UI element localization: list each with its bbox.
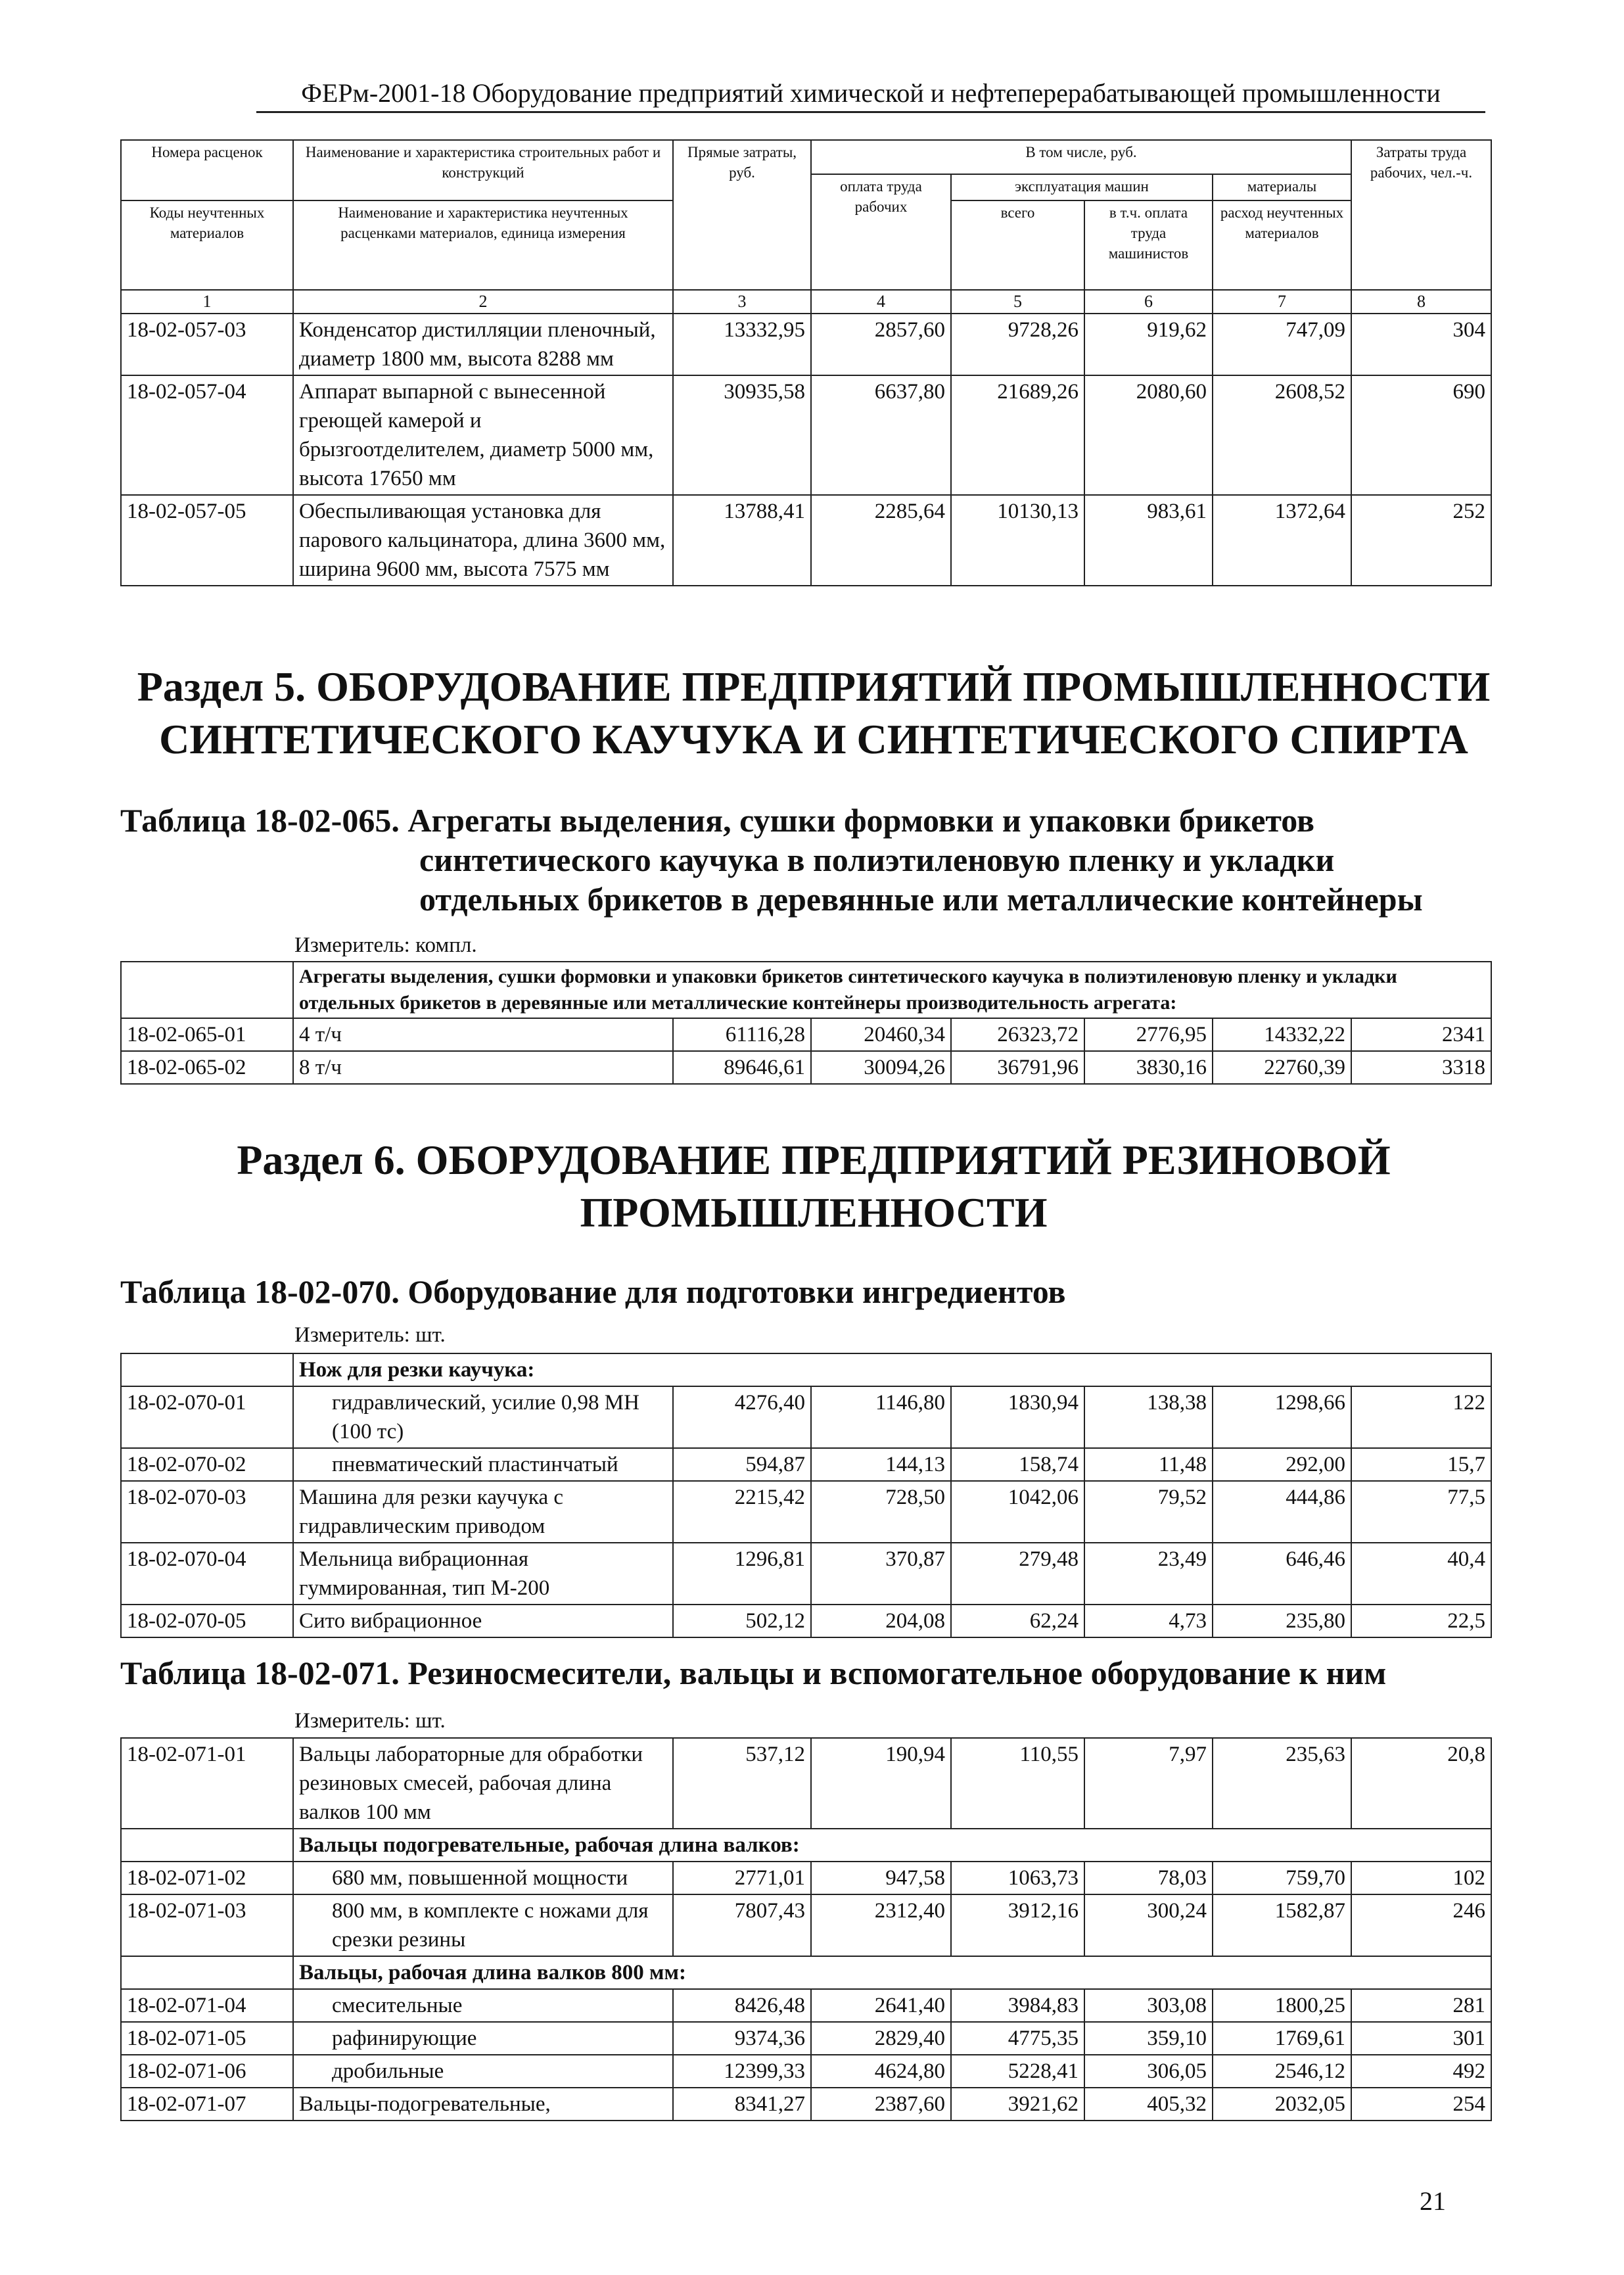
direct-cost: 2215,42 <box>673 1481 811 1543</box>
column-number: 7 <box>1213 290 1351 314</box>
direct-cost: 12399,33 <box>673 2055 811 2088</box>
section-5-title: Раздел 5. ОБОРУДОВАНИЕ ПРЕДПРИЯТИЙ ПРОМЫШЛЕННОСТИ СИНТЕТИЧЕСКОГО КАУЧУКА И СИНТЕТИЧЕСКОГО СПИРТА <box>137 663 1491 762</box>
labor-hours: 77,5 <box>1351 1481 1491 1543</box>
machines-total: 10130,13 <box>951 495 1084 586</box>
labor-pay: 30094,26 <box>811 1051 951 1084</box>
materials-cost: 1298,66 <box>1213 1386 1351 1448</box>
rate-code: 18-02-071-07 <box>121 2088 293 2121</box>
rates-table-071 <box>120 1737 1492 2121</box>
rate-name: Вальцы лабораторные для обработки резиновых смесей, рабочая длина валков 100 мм <box>293 1738 673 1829</box>
group-heading: Вальцы подогревательные, рабочая длина валков: <box>293 1829 1491 1862</box>
rate-name: смесительные <box>293 1989 673 2022</box>
direct-cost: 537,12 <box>673 1738 811 1829</box>
machines-total: 1830,94 <box>951 1386 1084 1448</box>
machinist-pay: 23,49 <box>1084 1543 1213 1605</box>
table-row <box>121 1738 1491 1829</box>
col-rate-number-header: Номера расценок <box>121 140 293 200</box>
rate-name: 4 т/ч <box>293 1018 673 1051</box>
machinist-pay: 303,08 <box>1084 1989 1213 2022</box>
machines-total: 158,74 <box>951 1448 1084 1481</box>
section-6-title <box>120 1134 1507 1239</box>
rate-name: Мельница вибрационная гуммированная, тип М-200 <box>293 1543 673 1605</box>
machines-total: 110,55 <box>951 1738 1084 1829</box>
machines-total: 1042,06 <box>951 1481 1084 1543</box>
materials-cost: 1372,64 <box>1213 495 1351 586</box>
direct-cost: 30935,58 <box>673 375 811 495</box>
col-machinist-pay-header: в т.ч. оплата труда машинистов <box>1084 200 1213 290</box>
materials-cost: 444,86 <box>1213 1481 1351 1543</box>
machinist-pay: 7,97 <box>1084 1738 1213 1829</box>
labor-pay: 20460,34 <box>811 1018 951 1051</box>
direct-cost: 4276,40 <box>673 1386 811 1448</box>
machines-total: 3984,83 <box>951 1989 1084 2022</box>
table-row <box>121 1481 1491 1543</box>
labor-pay: 947,58 <box>811 1862 951 1894</box>
rates-table-057 <box>120 139 1492 586</box>
materials-cost: 1800,25 <box>1213 1989 1351 2022</box>
labor-hours: 690 <box>1351 375 1491 495</box>
group-heading: Агрегаты выделения, сушки формовки и упаковки брикетов синтетического каучука в полиэтиленовую пленку и укладки отдельных брикетов в деревянные или металлические контейнеры производительность агрегата: <box>293 962 1491 1018</box>
machines-total: 9728,26 <box>951 314 1084 375</box>
rate-name: Вальцы-подогревательные, <box>293 2088 673 2121</box>
group-row <box>121 1829 1491 1862</box>
column-number: 1 <box>121 290 293 314</box>
machinist-pay: 4,73 <box>1084 1605 1213 1637</box>
labor-hours: 102 <box>1351 1862 1491 1894</box>
group-heading: Нож для резки каучука: <box>293 1353 1491 1386</box>
labor-pay: 144,13 <box>811 1448 951 1481</box>
direct-cost: 2771,01 <box>673 1862 811 1894</box>
group-row <box>121 962 1491 1018</box>
col-material-names-header: Наименование и характеристика неучтенных расценками материалов, единица измерения <box>293 200 673 290</box>
rate-code: 18-02-070-04 <box>121 1543 293 1605</box>
rate-name: Машина для резки каучука с гидравлическим приводом <box>293 1481 673 1543</box>
column-number-row <box>121 290 1491 314</box>
group-heading: Вальцы, рабочая длина валков 800 мм: <box>293 1956 1491 1989</box>
machines-total: 3921,62 <box>951 2088 1084 2121</box>
direct-cost: 61116,28 <box>673 1018 811 1051</box>
materials-cost: 22760,39 <box>1213 1051 1351 1084</box>
materials-cost: 292,00 <box>1213 1448 1351 1481</box>
rate-code: 18-02-070-01 <box>121 1386 293 1448</box>
materials-cost: 646,46 <box>1213 1543 1351 1605</box>
machinist-pay: 359,10 <box>1084 2022 1213 2055</box>
col-name-header: Наименование и характеристика строительных работ и конструкций <box>293 140 673 200</box>
group-row <box>121 1353 1491 1386</box>
machines-total: 36791,96 <box>951 1051 1084 1084</box>
rate-name: Конденсатор дистилляции пленочный, диаметр 1800 мм, высота 8288 мм <box>293 314 673 375</box>
machinist-pay: 919,62 <box>1084 314 1213 375</box>
measure-unit: Измеритель: шт. <box>294 1323 446 1347</box>
column-number: 3 <box>673 290 811 314</box>
rate-code: 18-02-057-03 <box>121 314 293 375</box>
column-number: 6 <box>1084 290 1213 314</box>
machinist-pay: 405,32 <box>1084 2088 1213 2121</box>
rate-name: пневматический пластинчатый <box>293 1448 673 1481</box>
machines-total: 279,48 <box>951 1543 1084 1605</box>
labor-pay: 2312,40 <box>811 1894 951 1956</box>
labor-pay: 728,50 <box>811 1481 951 1543</box>
table-row <box>121 1543 1491 1605</box>
machinist-pay: 3830,16 <box>1084 1051 1213 1084</box>
machinist-pay: 983,61 <box>1084 495 1213 586</box>
column-number: 2 <box>293 290 673 314</box>
header-row-1 <box>121 140 1491 174</box>
measure-unit: Измеритель: компл. <box>294 933 477 957</box>
table-row <box>121 495 1491 586</box>
labor-hours: 122 <box>1351 1386 1491 1448</box>
rate-code: 18-02-070-05 <box>121 1605 293 1637</box>
col-materials-header: материалы <box>1213 174 1351 200</box>
labor-hours: 40,4 <box>1351 1543 1491 1605</box>
rate-name: 800 мм, в комплекте с ножами для срезки резины <box>293 1894 673 1956</box>
rate-code: 18-02-065-01 <box>121 1018 293 1051</box>
direct-cost: 7807,43 <box>673 1894 811 1956</box>
page-header: ФЕРм-2001-18 Оборудование предприятий химической и нефтеперерабатывающей промышленности <box>256 78 1485 113</box>
labor-pay: 190,94 <box>811 1738 951 1829</box>
col-direct-costs-header: Прямые затраты, руб. <box>673 140 811 290</box>
materials-cost: 747,09 <box>1213 314 1351 375</box>
table-row <box>121 1605 1491 1637</box>
table-title-line: отдельных брикетов в деревянные или металлические контейнеры <box>419 881 1423 918</box>
materials-cost: 2032,05 <box>1213 2088 1351 2121</box>
table-065-title <box>120 801 1520 919</box>
table-row <box>121 375 1491 495</box>
table-row <box>121 1862 1491 1894</box>
rate-code: 18-02-065-02 <box>121 1051 293 1084</box>
rate-name: дробильные <box>293 2055 673 2088</box>
materials-cost: 1582,87 <box>1213 1894 1351 1956</box>
labor-hours: 20,8 <box>1351 1738 1491 1829</box>
labor-hours: 301 <box>1351 2022 1491 2055</box>
rate-code: 18-02-071-06 <box>121 2055 293 2088</box>
machinist-pay: 306,05 <box>1084 2055 1213 2088</box>
materials-cost: 2546,12 <box>1213 2055 1351 2088</box>
rate-name: Обеспыливающая установка для парового кальцинатора, длина 3600 мм, ширина 9600 мм, высота 7575 мм <box>293 495 673 586</box>
machinist-pay: 78,03 <box>1084 1862 1213 1894</box>
page-number: 21 <box>1420 2186 1446 2216</box>
direct-cost: 13332,95 <box>673 314 811 375</box>
rate-code: 18-02-071-05 <box>121 2022 293 2055</box>
col-material-use-header: расход неучтенных материалов <box>1213 200 1351 290</box>
column-number: 8 <box>1351 290 1491 314</box>
rate-name: Сито вибрационное <box>293 1605 673 1637</box>
measure-unit: Измеритель: шт. <box>294 1709 446 1733</box>
rate-code: 18-02-057-04 <box>121 375 293 495</box>
column-number: 4 <box>811 290 951 314</box>
labor-hours: 492 <box>1351 2055 1491 2088</box>
rate-code: 18-02-057-05 <box>121 495 293 586</box>
table-row <box>121 1989 1491 2022</box>
labor-hours: 22,5 <box>1351 1605 1491 1637</box>
table-row <box>121 2088 1491 2121</box>
table-row <box>121 2022 1491 2055</box>
labor-hours: 252 <box>1351 495 1491 586</box>
machines-total: 5228,41 <box>951 2055 1084 2088</box>
col-material-codes-header: Коды неучтенных материалов <box>121 200 293 290</box>
labor-pay: 1146,80 <box>811 1386 951 1448</box>
col-incl-header: В том числе, руб. <box>811 140 1351 174</box>
rates-table-065 <box>120 961 1492 1085</box>
labor-hours: 281 <box>1351 1989 1491 2022</box>
machines-total: 62,24 <box>951 1605 1084 1637</box>
table-row <box>121 1386 1491 1448</box>
rate-code: 18-02-071-02 <box>121 1862 293 1894</box>
direct-cost: 594,87 <box>673 1448 811 1481</box>
direct-cost: 8426,48 <box>673 1989 811 2022</box>
rate-name: Аппарат выпарной с вынесенной греющей камерой и брызгоотделителем, диаметр 5000 мм, высота 17650 мм <box>293 375 673 495</box>
machinist-pay: 2776,95 <box>1084 1018 1213 1051</box>
section-title-line: ПРОМЫШЛЕННОСТИ <box>580 1189 1048 1236</box>
rate-name: 680 мм, повышенной мощности <box>293 1862 673 1894</box>
table-row <box>121 1051 1491 1084</box>
labor-hours: 304 <box>1351 314 1491 375</box>
labor-pay: 6637,80 <box>811 375 951 495</box>
labor-hours: 2341 <box>1351 1018 1491 1051</box>
machines-total: 21689,26 <box>951 375 1084 495</box>
col-labor-hours-header: Затраты труда рабочих, чел.-ч. <box>1351 140 1491 290</box>
materials-cost: 235,80 <box>1213 1605 1351 1637</box>
materials-cost: 2608,52 <box>1213 375 1351 495</box>
table-row <box>121 314 1491 375</box>
direct-cost: 13788,41 <box>673 495 811 586</box>
column-number: 5 <box>951 290 1084 314</box>
machinist-pay: 79,52 <box>1084 1481 1213 1543</box>
machinist-pay: 300,24 <box>1084 1894 1213 1956</box>
machines-total: 26323,72 <box>951 1018 1084 1051</box>
rate-name: 8 т/ч <box>293 1051 673 1084</box>
table-row <box>121 1018 1491 1051</box>
rate-code: 18-02-070-03 <box>121 1481 293 1543</box>
labor-pay: 2387,60 <box>811 2088 951 2121</box>
labor-pay: 370,87 <box>811 1543 951 1605</box>
materials-cost: 235,63 <box>1213 1738 1351 1829</box>
machinist-pay: 138,38 <box>1084 1386 1213 1448</box>
labor-hours: 15,7 <box>1351 1448 1491 1481</box>
labor-pay: 2285,64 <box>811 495 951 586</box>
labor-pay: 2857,60 <box>811 314 951 375</box>
col-machines-total-header: всего <box>951 200 1084 290</box>
materials-cost: 14332,22 <box>1213 1018 1351 1051</box>
table-title-line: синтетического каучука в полиэтиленовую пленку и укладки <box>419 841 1335 878</box>
group-row <box>121 1956 1491 1989</box>
direct-cost: 1296,81 <box>673 1543 811 1605</box>
rate-code: 18-02-071-04 <box>121 1989 293 2022</box>
machines-total: 3912,16 <box>951 1894 1084 1956</box>
labor-hours: 246 <box>1351 1894 1491 1956</box>
rate-name: гидравлический, усилие 0,98 МН (100 тс) <box>293 1386 673 1448</box>
labor-hours: 3318 <box>1351 1051 1491 1084</box>
section-title-line: Раздел 6. ОБОРУДОВАНИЕ ПРЕДПРИЯТИЙ РЕЗИНОВОЙ <box>237 1137 1391 1183</box>
machines-total: 4775,35 <box>951 2022 1084 2055</box>
col-labor-pay-header: оплата труда рабочих <box>811 174 951 290</box>
rate-name: рафинирующие <box>293 2022 673 2055</box>
labor-pay: 4624,80 <box>811 2055 951 2088</box>
materials-cost: 759,70 <box>1213 1862 1351 1894</box>
rate-code: 18-02-070-02 <box>121 1448 293 1481</box>
direct-cost: 89646,61 <box>673 1051 811 1084</box>
machinist-pay: 2080,60 <box>1084 375 1213 495</box>
table-row <box>121 1894 1491 1956</box>
direct-cost: 502,12 <box>673 1605 811 1637</box>
labor-hours: 254 <box>1351 2088 1491 2121</box>
col-exploit-header: эксплуатация машин <box>951 174 1213 200</box>
table-title-line: Таблица 18-02-065. Агрегаты выделения, сушки формовки и упаковки брикетов <box>120 802 1315 839</box>
table-070-title: Таблица 18-02-070. Оборудование для подготовки ингредиентов <box>120 1273 1066 1310</box>
rate-code: 18-02-071-01 <box>121 1738 293 1829</box>
table-071-title: Таблица 18-02-071. Резиносмесители, вальцы и вспомогательное оборудование к ним <box>120 1654 1387 1691</box>
table-row <box>121 1448 1491 1481</box>
machinist-pay: 11,48 <box>1084 1448 1213 1481</box>
labor-pay: 204,08 <box>811 1605 951 1637</box>
materials-cost: 1769,61 <box>1213 2022 1351 2055</box>
rate-code: 18-02-071-03 <box>121 1894 293 1956</box>
labor-pay: 2641,40 <box>811 1989 951 2022</box>
direct-cost: 9374,36 <box>673 2022 811 2055</box>
direct-cost: 8341,27 <box>673 2088 811 2121</box>
rates-table-070 <box>120 1353 1492 1638</box>
machines-total: 1063,73 <box>951 1862 1084 1894</box>
labor-pay: 2829,40 <box>811 2022 951 2055</box>
table-row <box>121 2055 1491 2088</box>
